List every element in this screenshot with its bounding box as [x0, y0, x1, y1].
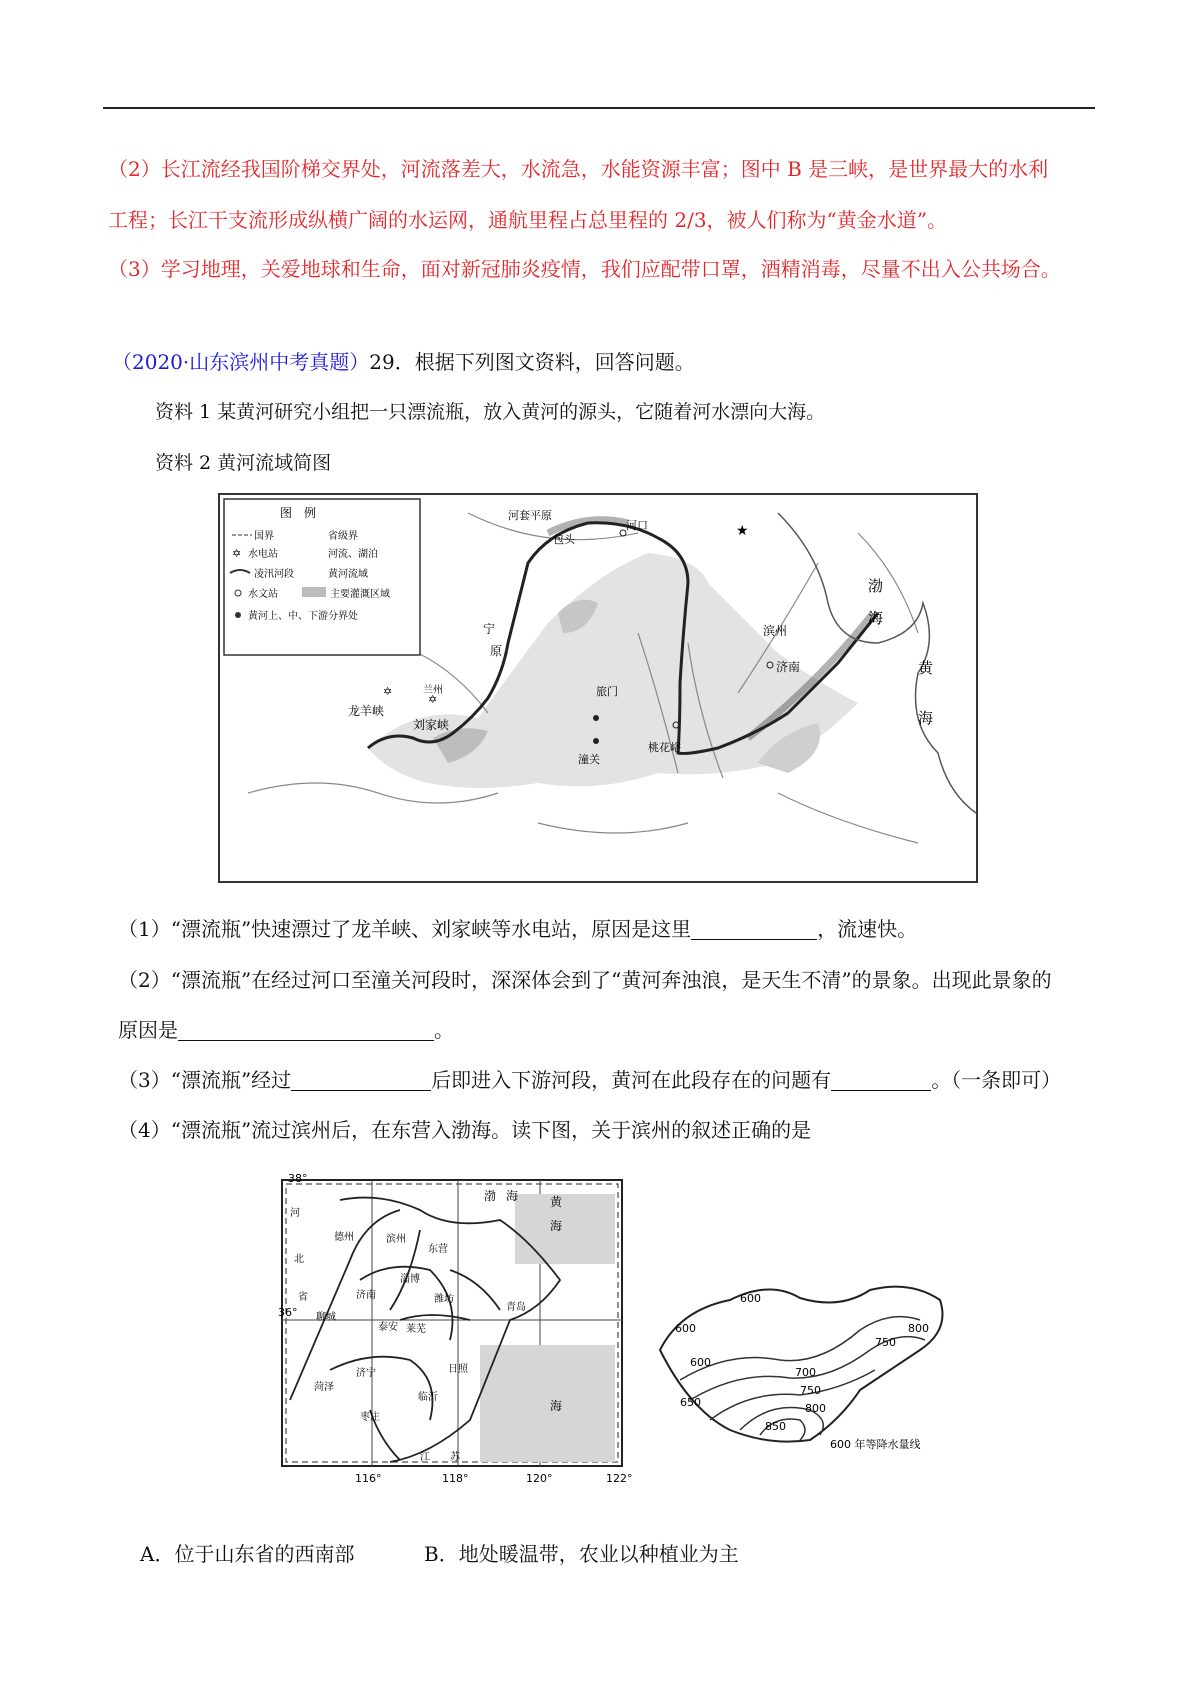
place-label: 桃花峪: [648, 741, 681, 754]
sea-label: 黄: [550, 1195, 563, 1209]
sea-label: 海: [868, 609, 884, 627]
sea-label: 海: [918, 709, 934, 727]
region-label: 淄博: [400, 1274, 420, 1285]
answer-blank[interactable]: [691, 919, 817, 940]
place-label: 潼关: [578, 753, 600, 766]
answer-2-line1: （2）长江流经我国阶梯交界处，河流落差大，水流急，水能资源丰富；图中 B 是三峡，是世界最大的水利: [108, 157, 1049, 181]
subquestion-1: （1）“漂流瓶”快速漂过了龙羊峡、刘家峡等水电站，原因是这里 ，流速快。: [118, 917, 918, 941]
lon-label: 122°: [606, 1472, 633, 1485]
isoline-legend: 600 年等降水量线: [830, 1438, 921, 1450]
region-label: 日照: [448, 1364, 468, 1375]
answer-blank[interactable]: [291, 1070, 431, 1091]
legend-item: 黄河上、中、下游分界处: [248, 611, 358, 622]
legend-item: 省级界: [328, 531, 358, 542]
region-label: 德州: [334, 1232, 354, 1243]
question-stem: 29．根据下列图文资料，回答问题。: [369, 350, 695, 374]
region-label: 东营: [428, 1244, 448, 1255]
region-label: 北: [294, 1254, 304, 1265]
place-label: 河套平原: [508, 509, 552, 522]
sea-label: 海: [550, 1399, 563, 1413]
region-label: 枣庄: [360, 1412, 380, 1423]
place-label: 刘家峡: [413, 718, 450, 732]
isoline-label: 800: [908, 1322, 929, 1335]
region-label: 青岛: [506, 1302, 526, 1313]
region-label: 泰安: [378, 1322, 398, 1333]
lon-label: 120°: [526, 1472, 553, 1485]
sea-label: 海: [506, 1189, 519, 1203]
header-rule: [103, 107, 1095, 109]
choice-b[interactable]: B．地处暖温带，农业以种植业为主: [424, 1542, 739, 1566]
place-label: 济南: [776, 660, 801, 674]
legend-item: 水文站: [248, 589, 278, 600]
precipitation-isoline-map: [650, 1270, 970, 1450]
question-source: （2020·山东滨州中考真题）: [112, 350, 370, 374]
subquestion-4: （4）“漂流瓶”流过滨州后，在东营入渤海。读下图，关于滨州的叙述正确的是: [118, 1118, 812, 1142]
svg-text:✡: ✡: [428, 693, 438, 706]
material-2: 资料 2 黄河流域简图: [155, 452, 332, 474]
sea-label: 渤: [484, 1189, 497, 1203]
subquestion-2: （2）“漂流瓶”在经过河口至潼关河段时，深深体会到了“黄河奔浊浪，是天生不清”的景象。出现此景象的: [118, 968, 1052, 992]
region-label: 江: [420, 1452, 430, 1463]
sea-label: 渤: [868, 577, 884, 595]
sea-label: 黄: [918, 659, 934, 677]
place-label: 河口: [626, 519, 648, 532]
region-label: 济南: [356, 1290, 376, 1301]
place-label: 宁: [483, 622, 496, 636]
answer-2-line2: 工程；长江干支流形成纵横广阔的水运网，通航里程占总里程的 2/3，被人们称为“黄金水道”。: [108, 208, 947, 232]
question-header: [112, 348, 695, 376]
answer-blank[interactable]: [178, 1020, 434, 1041]
region-label: 苏: [450, 1452, 460, 1463]
region-label: 河: [290, 1208, 300, 1219]
region-label: 潍坊: [434, 1294, 454, 1305]
isoline-label: 800: [805, 1402, 826, 1415]
legend-item: 河流、湖泊: [328, 549, 378, 560]
isoline-label: 850: [765, 1420, 786, 1433]
region-label: 滨州: [386, 1234, 406, 1245]
region-label: 临沂: [418, 1392, 438, 1403]
lon-label: 118°: [442, 1472, 469, 1485]
place-label: 原: [490, 644, 503, 658]
legend-item: 国界: [254, 531, 274, 542]
svg-text:★: ★: [736, 523, 749, 539]
lat-label: 36°: [278, 1306, 298, 1319]
shandong-admin-map: [270, 1170, 640, 1488]
legend-item: 水电站: [248, 549, 278, 560]
material-1: 资料 1 某黄河研究小组把一只漂流瓶，放入黄河的源头，它随着河水漂向大海。: [155, 401, 826, 423]
answer-blank[interactable]: [831, 1070, 931, 1091]
place-label: 滨州: [763, 624, 788, 638]
answer-3: （3）学习地理，关爱地球和生命，面对新冠肺炎疫情，我们应配带口罩，酒精消毒，尽量不出入公共场合。: [108, 257, 1061, 281]
region-label: 济宁: [356, 1368, 376, 1379]
svg-text:✡: ✡: [232, 547, 242, 560]
region-label: 省: [298, 1292, 308, 1303]
place-label: 旅门: [596, 685, 618, 698]
place-label: 兰州: [423, 685, 443, 696]
place-label: 龙羊峡: [348, 704, 385, 718]
place-label: 包头: [553, 533, 575, 546]
yellow-river-basin-map: [218, 493, 978, 883]
svg-text:✡: ✡: [383, 685, 393, 698]
subquestion-3: （3）“漂流瓶”经过 后即进入下游河段，黄河在此段存在的问题有 。（一条即可）: [118, 1068, 1062, 1092]
lat-label: 38°: [288, 1172, 308, 1185]
subquestion-2-cont: 原因是 。: [118, 1018, 454, 1042]
legend-item: 主要灌溉区域: [330, 589, 390, 600]
region-label: 莱芜: [406, 1324, 426, 1335]
isoline-label: 750: [875, 1336, 896, 1349]
legend-title: 图 例: [280, 506, 317, 520]
region-label: 菏泽: [314, 1382, 334, 1393]
isoline-label: 650: [680, 1396, 701, 1409]
legend-item: 凌汛河段: [254, 569, 294, 580]
choice-a[interactable]: A．位于山东省的西南部: [140, 1542, 355, 1566]
isoline-label: 600: [675, 1322, 696, 1335]
sea-label: 海: [550, 1219, 563, 1233]
legend-item: 黄河流域: [328, 569, 368, 580]
isoline-label: 750: [800, 1384, 821, 1397]
region-label: 聊城: [316, 1312, 336, 1323]
isoline-label: 600: [740, 1292, 761, 1305]
isoline-label: 700: [795, 1366, 816, 1379]
lon-label: 116°: [355, 1472, 382, 1485]
isoline-label: 600: [690, 1356, 711, 1369]
